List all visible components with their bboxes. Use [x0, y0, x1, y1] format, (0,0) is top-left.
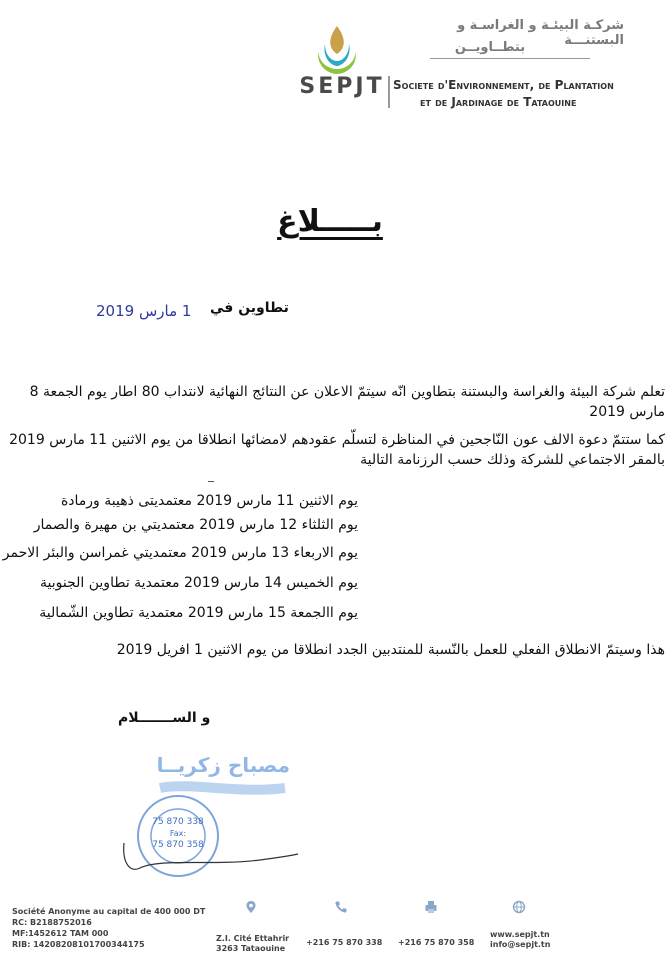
- footer-website: www.sepjt.tn: [490, 930, 550, 939]
- schedule-item: يوم الثلثاء 12 مارس 2019 معتمديتي بن مهيرة والصمار: [33, 517, 358, 533]
- paragraph-results: تعلم شركة البيئة والغراسة والبستنة بتطاوين انّه سيتمّ الاعلان عن النتائج النهائية لانتداب 80 اطار يوم الجمعة 8 مارس 2019: [29, 384, 665, 420]
- globe-icon: [512, 900, 526, 914]
- header-rule: [430, 58, 590, 59]
- footer-legal-line: Société Anonyme au capital de 400 000 DT: [12, 907, 206, 916]
- company-name-french-line1: Societe d'Environnement, de Plantation: [393, 78, 614, 92]
- company-city-arabic: بتطــاويــن: [454, 40, 526, 55]
- schedule-item: يوم الاربعاء 13 مارس 2019 معتمديتي غمراسن والبئر الاحمر: [2, 545, 358, 561]
- footer-address: [216, 934, 289, 954]
- footer-fax: +216 75 870 358: [398, 938, 475, 947]
- fax-icon: [424, 900, 438, 914]
- schedule-item: يوم الخميس 14 مارس 2019 معتمدية تطاوين الجنوبية: [40, 575, 358, 591]
- paragraph-start-date: هذا وسيتمّ الانطلاق الفعلي للعمل بالنّسبة للمنتدبين الجدد انطلاقا من يوم الاثنين 1 افريل 2019: [116, 642, 665, 658]
- salutation: و الســـــــلام: [118, 710, 211, 726]
- header-divider: [388, 76, 390, 108]
- footer-address-line: 3263 Tataouine: [216, 944, 286, 953]
- stamp-phone1: 75 870 338: [152, 817, 204, 827]
- document-date: 1 مارس 2019: [96, 302, 192, 320]
- schedule-item: يوم الاثنين 11 مارس 2019 معتمديتى ذهيبة ورمادة: [60, 493, 358, 509]
- company-name-french-line2: et de Jardinage de Tataouine: [420, 95, 577, 109]
- company-name-arabic: شركـة البيئـة و الغراسـة و البستنـــة: [457, 18, 624, 48]
- place-label: تطاوين في: [210, 300, 289, 316]
- footer-address-line: Z.I. Cité Ettahrir: [216, 934, 290, 943]
- stray-mark: [208, 481, 214, 482]
- stamp-phone2: 75 870 358: [152, 840, 204, 850]
- signature-stamp: [100, 748, 300, 888]
- footer-email: info@sepjt.tn: [490, 940, 551, 949]
- paragraph-contracts: كما ستتمّ دعوة الالف عون النّاجحين في المناظرة لتسلّم عقودهم لامضائها انطلاقا من يوم الاثنين 11 مارس 2019 بالمقر الاجتماعي للشركة وذلك حسب الرزنامة التالية: [9, 432, 665, 468]
- footer-legal: [12, 906, 205, 950]
- footer-legal-line: RC: B2188752016: [12, 918, 92, 927]
- location-pin-icon: [244, 900, 258, 914]
- schedule-item: يوم االجمعة 15 مارس 2019 معتمدية تطاوين الشّمالية: [39, 605, 358, 621]
- logo-text: SEPJT: [299, 74, 385, 99]
- footer-legal-line: RIB: 14208208101700344175: [12, 940, 145, 949]
- footer-legal-line: MF:1452612 TAM 000: [12, 929, 109, 938]
- document-title: بـــــلاغ: [277, 204, 383, 239]
- stamp-fax-label: Fax:: [169, 829, 187, 838]
- footer-web: [490, 930, 550, 950]
- signature-name: مصباح زكريــا: [156, 753, 290, 777]
- footer-phone: +216 75 870 338: [306, 938, 383, 947]
- phone-icon: [334, 900, 348, 914]
